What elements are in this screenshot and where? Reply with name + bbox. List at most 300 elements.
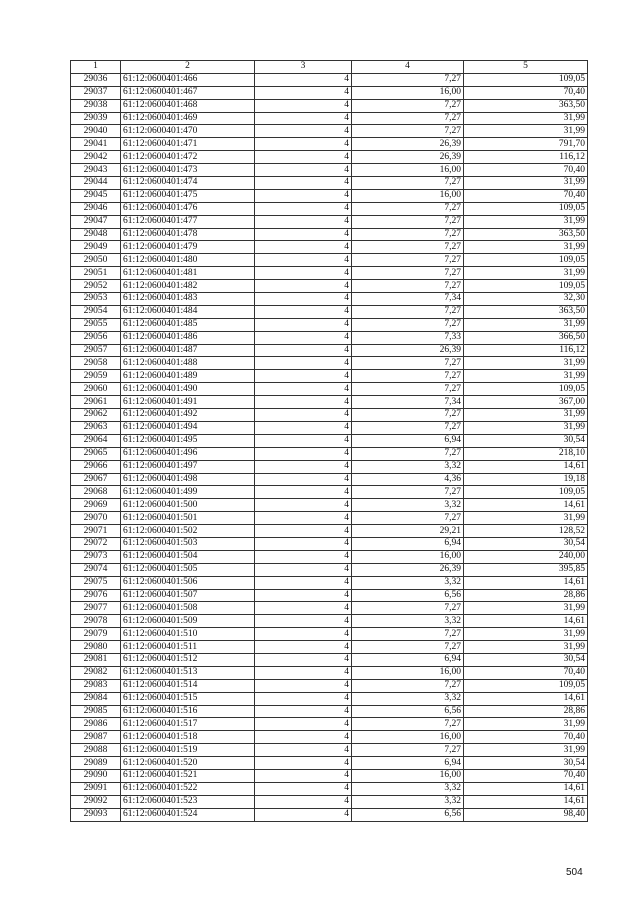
row-number-cell: 29036 bbox=[71, 73, 121, 86]
area-cell: 16,00 bbox=[352, 189, 464, 202]
row-number-cell: 29037 bbox=[71, 86, 121, 99]
value-cell: 31,99 bbox=[464, 177, 588, 190]
area-cell: 3,32 bbox=[352, 692, 464, 705]
cadastral-number-cell: 61:12:0600401:488 bbox=[121, 357, 255, 370]
table-row bbox=[71, 370, 588, 383]
code-cell: 4 bbox=[255, 189, 352, 202]
area-cell: 7,27 bbox=[352, 370, 464, 383]
cadastral-number-cell: 61:12:0600401:510 bbox=[121, 628, 255, 641]
area-cell: 16,00 bbox=[352, 731, 464, 744]
area-cell: 16,00 bbox=[352, 666, 464, 679]
row-number-cell: 29065 bbox=[71, 447, 121, 460]
value-cell: 367,00 bbox=[464, 396, 588, 409]
code-cell: 4 bbox=[255, 473, 352, 486]
table-row bbox=[71, 177, 588, 190]
code-cell: 4 bbox=[255, 370, 352, 383]
cadastral-number-cell: 61:12:0600401:467 bbox=[121, 86, 255, 99]
code-cell: 4 bbox=[255, 653, 352, 666]
cadastral-number-cell: 61:12:0600401:476 bbox=[121, 202, 255, 215]
value-cell: 116,12 bbox=[464, 344, 588, 357]
area-cell: 7,27 bbox=[352, 641, 464, 654]
row-number-cell: 29082 bbox=[71, 666, 121, 679]
table-row bbox=[71, 525, 588, 538]
value-cell: 31,99 bbox=[464, 421, 588, 434]
value-cell: 109,05 bbox=[464, 383, 588, 396]
code-cell: 4 bbox=[255, 744, 352, 757]
value-cell: 31,99 bbox=[464, 718, 588, 731]
cadastral-number-cell: 61:12:0600401:509 bbox=[121, 615, 255, 628]
row-number-cell: 29045 bbox=[71, 189, 121, 202]
cadastral-number-cell: 61:12:0600401:466 bbox=[121, 73, 255, 86]
cadastral-number-cell: 61:12:0600401:473 bbox=[121, 164, 255, 177]
code-cell: 4 bbox=[255, 525, 352, 538]
cadastral-number-cell: 61:12:0600401:483 bbox=[121, 293, 255, 306]
row-number-cell: 29061 bbox=[71, 396, 121, 409]
area-cell: 26,39 bbox=[352, 138, 464, 151]
table-row bbox=[71, 576, 588, 589]
table-row bbox=[71, 718, 588, 731]
code-cell: 4 bbox=[255, 293, 352, 306]
row-number-cell: 29064 bbox=[71, 434, 121, 447]
area-cell: 3,32 bbox=[352, 460, 464, 473]
table-row bbox=[71, 473, 588, 486]
cadastral-number-cell: 61:12:0600401:475 bbox=[121, 189, 255, 202]
code-cell: 4 bbox=[255, 254, 352, 267]
table-row bbox=[71, 550, 588, 563]
table-body bbox=[71, 73, 588, 821]
table-row bbox=[71, 293, 588, 306]
cadastral-number-cell: 61:12:0600401:474 bbox=[121, 177, 255, 190]
row-number-cell: 29044 bbox=[71, 177, 121, 190]
cadastral-number-cell: 61:12:0600401:519 bbox=[121, 744, 255, 757]
area-cell: 7,27 bbox=[352, 228, 464, 241]
area-cell: 7,27 bbox=[352, 744, 464, 757]
code-cell: 4 bbox=[255, 164, 352, 177]
value-cell: 31,99 bbox=[464, 409, 588, 422]
code-cell: 4 bbox=[255, 421, 352, 434]
cadastral-number-cell: 61:12:0600401:491 bbox=[121, 396, 255, 409]
code-cell: 4 bbox=[255, 447, 352, 460]
value-cell: 70,40 bbox=[464, 731, 588, 744]
row-number-cell: 29070 bbox=[71, 512, 121, 525]
area-cell: 7,27 bbox=[352, 318, 464, 331]
cadastral-number-cell: 61:12:0600401:513 bbox=[121, 666, 255, 679]
code-cell: 4 bbox=[255, 692, 352, 705]
area-cell: 3,32 bbox=[352, 795, 464, 808]
value-cell: 14,61 bbox=[464, 576, 588, 589]
area-cell: 6,94 bbox=[352, 434, 464, 447]
row-number-cell: 29074 bbox=[71, 563, 121, 576]
table-row bbox=[71, 357, 588, 370]
code-cell: 4 bbox=[255, 769, 352, 782]
code-cell: 4 bbox=[255, 537, 352, 550]
cadastral-number-cell: 61:12:0600401:497 bbox=[121, 460, 255, 473]
code-cell: 4 bbox=[255, 550, 352, 563]
row-number-cell: 29086 bbox=[71, 718, 121, 731]
row-number-cell: 29047 bbox=[71, 215, 121, 228]
area-cell: 7,27 bbox=[352, 486, 464, 499]
area-cell: 7,27 bbox=[352, 241, 464, 254]
row-number-cell: 29068 bbox=[71, 486, 121, 499]
code-cell: 4 bbox=[255, 344, 352, 357]
row-number-cell: 29049 bbox=[71, 241, 121, 254]
area-cell: 3,32 bbox=[352, 499, 464, 512]
cadastral-number-cell: 61:12:0600401:496 bbox=[121, 447, 255, 460]
value-cell: 109,05 bbox=[464, 254, 588, 267]
cadastral-number-cell: 61:12:0600401:487 bbox=[121, 344, 255, 357]
area-cell: 4,36 bbox=[352, 473, 464, 486]
row-number-cell: 29057 bbox=[71, 344, 121, 357]
row-number-cell: 29040 bbox=[71, 125, 121, 138]
code-cell: 4 bbox=[255, 305, 352, 318]
row-number-cell: 29079 bbox=[71, 628, 121, 641]
code-cell: 4 bbox=[255, 151, 352, 164]
table-row bbox=[71, 769, 588, 782]
table-row bbox=[71, 151, 588, 164]
column-header-4: 4 bbox=[352, 61, 464, 74]
cadastral-number-cell: 61:12:0600401:506 bbox=[121, 576, 255, 589]
value-cell: 366,50 bbox=[464, 331, 588, 344]
area-cell: 3,32 bbox=[352, 782, 464, 795]
cadastral-number-cell: 61:12:0600401:485 bbox=[121, 318, 255, 331]
area-cell: 6,56 bbox=[352, 589, 464, 602]
row-number-cell: 29075 bbox=[71, 576, 121, 589]
code-cell: 4 bbox=[255, 718, 352, 731]
cadastral-number-cell: 61:12:0600401:523 bbox=[121, 795, 255, 808]
value-cell: 14,61 bbox=[464, 460, 588, 473]
column-header-5: 5 bbox=[464, 61, 588, 74]
code-cell: 4 bbox=[255, 177, 352, 190]
row-number-cell: 29050 bbox=[71, 254, 121, 267]
area-cell: 7,27 bbox=[352, 125, 464, 138]
row-number-cell: 29080 bbox=[71, 641, 121, 654]
area-cell: 7,27 bbox=[352, 383, 464, 396]
area-cell: 7,27 bbox=[352, 718, 464, 731]
value-cell: 363,50 bbox=[464, 305, 588, 318]
cadastral-number-cell: 61:12:0600401:516 bbox=[121, 705, 255, 718]
area-cell: 7,27 bbox=[352, 215, 464, 228]
cadastral-number-cell: 61:12:0600401:468 bbox=[121, 99, 255, 112]
value-cell: 218,10 bbox=[464, 447, 588, 460]
area-cell: 29,21 bbox=[352, 525, 464, 538]
area-cell: 7,33 bbox=[352, 331, 464, 344]
cadastral-number-cell: 61:12:0600401:495 bbox=[121, 434, 255, 447]
value-cell: 109,05 bbox=[464, 73, 588, 86]
area-cell: 7,34 bbox=[352, 293, 464, 306]
value-cell: 31,99 bbox=[464, 628, 588, 641]
area-cell: 7,27 bbox=[352, 512, 464, 525]
cadastral-number-cell: 61:12:0600401:508 bbox=[121, 602, 255, 615]
table-row bbox=[71, 396, 588, 409]
table-row bbox=[71, 602, 588, 615]
code-cell: 4 bbox=[255, 409, 352, 422]
cadastral-number-cell: 61:12:0600401:512 bbox=[121, 653, 255, 666]
area-cell: 3,32 bbox=[352, 576, 464, 589]
cadastral-number-cell: 61:12:0600401:515 bbox=[121, 692, 255, 705]
table-row bbox=[71, 267, 588, 280]
code-cell: 4 bbox=[255, 241, 352, 254]
area-cell: 7,27 bbox=[352, 679, 464, 692]
code-cell: 4 bbox=[255, 666, 352, 679]
value-cell: 31,99 bbox=[464, 215, 588, 228]
table-row bbox=[71, 112, 588, 125]
value-cell: 109,05 bbox=[464, 280, 588, 293]
table-row bbox=[71, 757, 588, 770]
table-row bbox=[71, 782, 588, 795]
value-cell: 70,40 bbox=[464, 769, 588, 782]
cadastral-number-cell: 61:12:0600401:469 bbox=[121, 112, 255, 125]
area-cell: 6,56 bbox=[352, 808, 464, 821]
value-cell: 30,54 bbox=[464, 653, 588, 666]
row-number-cell: 29054 bbox=[71, 305, 121, 318]
table-row bbox=[71, 280, 588, 293]
value-cell: 128,52 bbox=[464, 525, 588, 538]
table-row bbox=[71, 164, 588, 177]
code-cell: 4 bbox=[255, 782, 352, 795]
code-cell: 4 bbox=[255, 267, 352, 280]
area-cell: 26,39 bbox=[352, 151, 464, 164]
area-cell: 7,27 bbox=[352, 202, 464, 215]
cadastral-number-cell: 61:12:0600401:501 bbox=[121, 512, 255, 525]
row-number-cell: 29038 bbox=[71, 99, 121, 112]
area-cell: 7,27 bbox=[352, 409, 464, 422]
value-cell: 30,54 bbox=[464, 537, 588, 550]
value-cell: 98,40 bbox=[464, 808, 588, 821]
area-cell: 7,27 bbox=[352, 280, 464, 293]
value-cell: 70,40 bbox=[464, 189, 588, 202]
code-cell: 4 bbox=[255, 602, 352, 615]
value-cell: 70,40 bbox=[464, 86, 588, 99]
value-cell: 791,70 bbox=[464, 138, 588, 151]
table-row bbox=[71, 254, 588, 267]
table-row bbox=[71, 537, 588, 550]
table-row bbox=[71, 409, 588, 422]
area-cell: 26,39 bbox=[352, 563, 464, 576]
value-cell: 31,99 bbox=[464, 641, 588, 654]
row-number-cell: 29071 bbox=[71, 525, 121, 538]
cadastral-number-cell: 61:12:0600401:484 bbox=[121, 305, 255, 318]
cadastral-number-cell: 61:12:0600401:478 bbox=[121, 228, 255, 241]
code-cell: 4 bbox=[255, 125, 352, 138]
table-row bbox=[71, 215, 588, 228]
column-header-1: 1 bbox=[71, 61, 121, 74]
table-row bbox=[71, 421, 588, 434]
table-row bbox=[71, 447, 588, 460]
cadastral-number-cell: 61:12:0600401:503 bbox=[121, 537, 255, 550]
value-cell: 363,50 bbox=[464, 228, 588, 241]
value-cell: 32,30 bbox=[464, 293, 588, 306]
row-number-cell: 29056 bbox=[71, 331, 121, 344]
row-number-cell: 29073 bbox=[71, 550, 121, 563]
cadastral-number-cell: 61:12:0600401:511 bbox=[121, 641, 255, 654]
cadastral-number-cell: 61:12:0600401:470 bbox=[121, 125, 255, 138]
table-row bbox=[71, 383, 588, 396]
value-cell: 14,61 bbox=[464, 795, 588, 808]
row-number-cell: 29046 bbox=[71, 202, 121, 215]
cadastral-number-cell: 61:12:0600401:471 bbox=[121, 138, 255, 151]
area-cell: 6,94 bbox=[352, 757, 464, 770]
row-number-cell: 29069 bbox=[71, 499, 121, 512]
code-cell: 4 bbox=[255, 280, 352, 293]
value-cell: 70,40 bbox=[464, 164, 588, 177]
value-cell: 14,61 bbox=[464, 692, 588, 705]
area-cell: 7,27 bbox=[352, 421, 464, 434]
cadastral-number-cell: 61:12:0600401:521 bbox=[121, 769, 255, 782]
cadastral-number-cell: 61:12:0600401:477 bbox=[121, 215, 255, 228]
code-cell: 4 bbox=[255, 383, 352, 396]
table-row bbox=[71, 305, 588, 318]
value-cell: 19,18 bbox=[464, 473, 588, 486]
row-number-cell: 29042 bbox=[71, 151, 121, 164]
table-row bbox=[71, 705, 588, 718]
value-cell: 363,50 bbox=[464, 99, 588, 112]
code-cell: 4 bbox=[255, 563, 352, 576]
table-row bbox=[71, 692, 588, 705]
cadastral-number-cell: 61:12:0600401:481 bbox=[121, 267, 255, 280]
row-number-cell: 29085 bbox=[71, 705, 121, 718]
area-cell: 16,00 bbox=[352, 550, 464, 563]
table-row bbox=[71, 731, 588, 744]
row-number-cell: 29091 bbox=[71, 782, 121, 795]
code-cell: 4 bbox=[255, 86, 352, 99]
code-cell: 4 bbox=[255, 679, 352, 692]
cadastral-number-cell: 61:12:0600401:522 bbox=[121, 782, 255, 795]
cadastral-number-cell: 61:12:0600401:492 bbox=[121, 409, 255, 422]
table-row bbox=[71, 653, 588, 666]
code-cell: 4 bbox=[255, 795, 352, 808]
cadastral-number-cell: 61:12:0600401:524 bbox=[121, 808, 255, 821]
table-row bbox=[71, 434, 588, 447]
table-row bbox=[71, 512, 588, 525]
value-cell: 240,00 bbox=[464, 550, 588, 563]
table-row bbox=[71, 138, 588, 151]
row-number-cell: 29083 bbox=[71, 679, 121, 692]
code-cell: 4 bbox=[255, 73, 352, 86]
value-cell: 109,05 bbox=[464, 202, 588, 215]
cadastral-number-cell: 61:12:0600401:494 bbox=[121, 421, 255, 434]
value-cell: 31,99 bbox=[464, 125, 588, 138]
table-row bbox=[71, 125, 588, 138]
page-number: 504 bbox=[566, 867, 583, 878]
row-number-cell: 29059 bbox=[71, 370, 121, 383]
table-row bbox=[71, 241, 588, 254]
area-cell: 7,34 bbox=[352, 396, 464, 409]
cadastral-number-cell: 61:12:0600401:486 bbox=[121, 331, 255, 344]
table-row bbox=[71, 679, 588, 692]
row-number-cell: 29093 bbox=[71, 808, 121, 821]
value-cell: 31,99 bbox=[464, 370, 588, 383]
row-number-cell: 29048 bbox=[71, 228, 121, 241]
row-number-cell: 29092 bbox=[71, 795, 121, 808]
table-row bbox=[71, 666, 588, 679]
value-cell: 31,99 bbox=[464, 744, 588, 757]
code-cell: 4 bbox=[255, 215, 352, 228]
cadastral-number-cell: 61:12:0600401:490 bbox=[121, 383, 255, 396]
row-number-cell: 29067 bbox=[71, 473, 121, 486]
cadastral-number-cell: 61:12:0600401:505 bbox=[121, 563, 255, 576]
value-cell: 395,85 bbox=[464, 563, 588, 576]
area-cell: 3,32 bbox=[352, 615, 464, 628]
table-row bbox=[71, 628, 588, 641]
value-cell: 30,54 bbox=[464, 434, 588, 447]
table-row bbox=[71, 344, 588, 357]
code-cell: 4 bbox=[255, 705, 352, 718]
area-cell: 16,00 bbox=[352, 164, 464, 177]
area-cell: 7,27 bbox=[352, 99, 464, 112]
area-cell: 7,27 bbox=[352, 73, 464, 86]
cadastral-number-cell: 61:12:0600401:504 bbox=[121, 550, 255, 563]
table-row bbox=[71, 808, 588, 821]
code-cell: 4 bbox=[255, 589, 352, 602]
row-number-cell: 29058 bbox=[71, 357, 121, 370]
row-number-cell: 29052 bbox=[71, 280, 121, 293]
value-cell: 31,99 bbox=[464, 112, 588, 125]
table-row bbox=[71, 795, 588, 808]
header-row bbox=[71, 61, 588, 74]
value-cell: 31,99 bbox=[464, 267, 588, 280]
row-number-cell: 29063 bbox=[71, 421, 121, 434]
cadastral-number-cell: 61:12:0600401:489 bbox=[121, 370, 255, 383]
code-cell: 4 bbox=[255, 808, 352, 821]
row-number-cell: 29062 bbox=[71, 409, 121, 422]
table-row bbox=[71, 499, 588, 512]
code-cell: 4 bbox=[255, 396, 352, 409]
value-cell: 116,12 bbox=[464, 151, 588, 164]
code-cell: 4 bbox=[255, 460, 352, 473]
cadastral-number-cell: 61:12:0600401:498 bbox=[121, 473, 255, 486]
code-cell: 4 bbox=[255, 112, 352, 125]
value-cell: 14,61 bbox=[464, 615, 588, 628]
area-cell: 7,27 bbox=[352, 602, 464, 615]
column-header-3: 3 bbox=[255, 61, 352, 74]
table-row bbox=[71, 189, 588, 202]
table-row bbox=[71, 331, 588, 344]
row-number-cell: 29077 bbox=[71, 602, 121, 615]
registry-table bbox=[70, 60, 588, 822]
value-cell: 31,99 bbox=[464, 241, 588, 254]
code-cell: 4 bbox=[255, 357, 352, 370]
table-row bbox=[71, 563, 588, 576]
area-cell: 16,00 bbox=[352, 769, 464, 782]
table-row bbox=[71, 486, 588, 499]
table-row bbox=[71, 460, 588, 473]
value-cell: 31,99 bbox=[464, 357, 588, 370]
table-row bbox=[71, 744, 588, 757]
row-number-cell: 29066 bbox=[71, 460, 121, 473]
row-number-cell: 29060 bbox=[71, 383, 121, 396]
code-cell: 4 bbox=[255, 486, 352, 499]
cadastral-number-cell: 61:12:0600401:479 bbox=[121, 241, 255, 254]
area-cell: 7,27 bbox=[352, 112, 464, 125]
area-cell: 16,00 bbox=[352, 86, 464, 99]
area-cell: 26,39 bbox=[352, 344, 464, 357]
table-row bbox=[71, 228, 588, 241]
row-number-cell: 29041 bbox=[71, 138, 121, 151]
cadastral-number-cell: 61:12:0600401:502 bbox=[121, 525, 255, 538]
row-number-cell: 29053 bbox=[71, 293, 121, 306]
code-cell: 4 bbox=[255, 318, 352, 331]
code-cell: 4 bbox=[255, 228, 352, 241]
row-number-cell: 29055 bbox=[71, 318, 121, 331]
code-cell: 4 bbox=[255, 331, 352, 344]
value-cell: 14,61 bbox=[464, 782, 588, 795]
area-cell: 7,27 bbox=[352, 267, 464, 280]
row-number-cell: 29089 bbox=[71, 757, 121, 770]
code-cell: 4 bbox=[255, 576, 352, 589]
code-cell: 4 bbox=[255, 138, 352, 151]
value-cell: 31,99 bbox=[464, 512, 588, 525]
value-cell: 31,99 bbox=[464, 602, 588, 615]
